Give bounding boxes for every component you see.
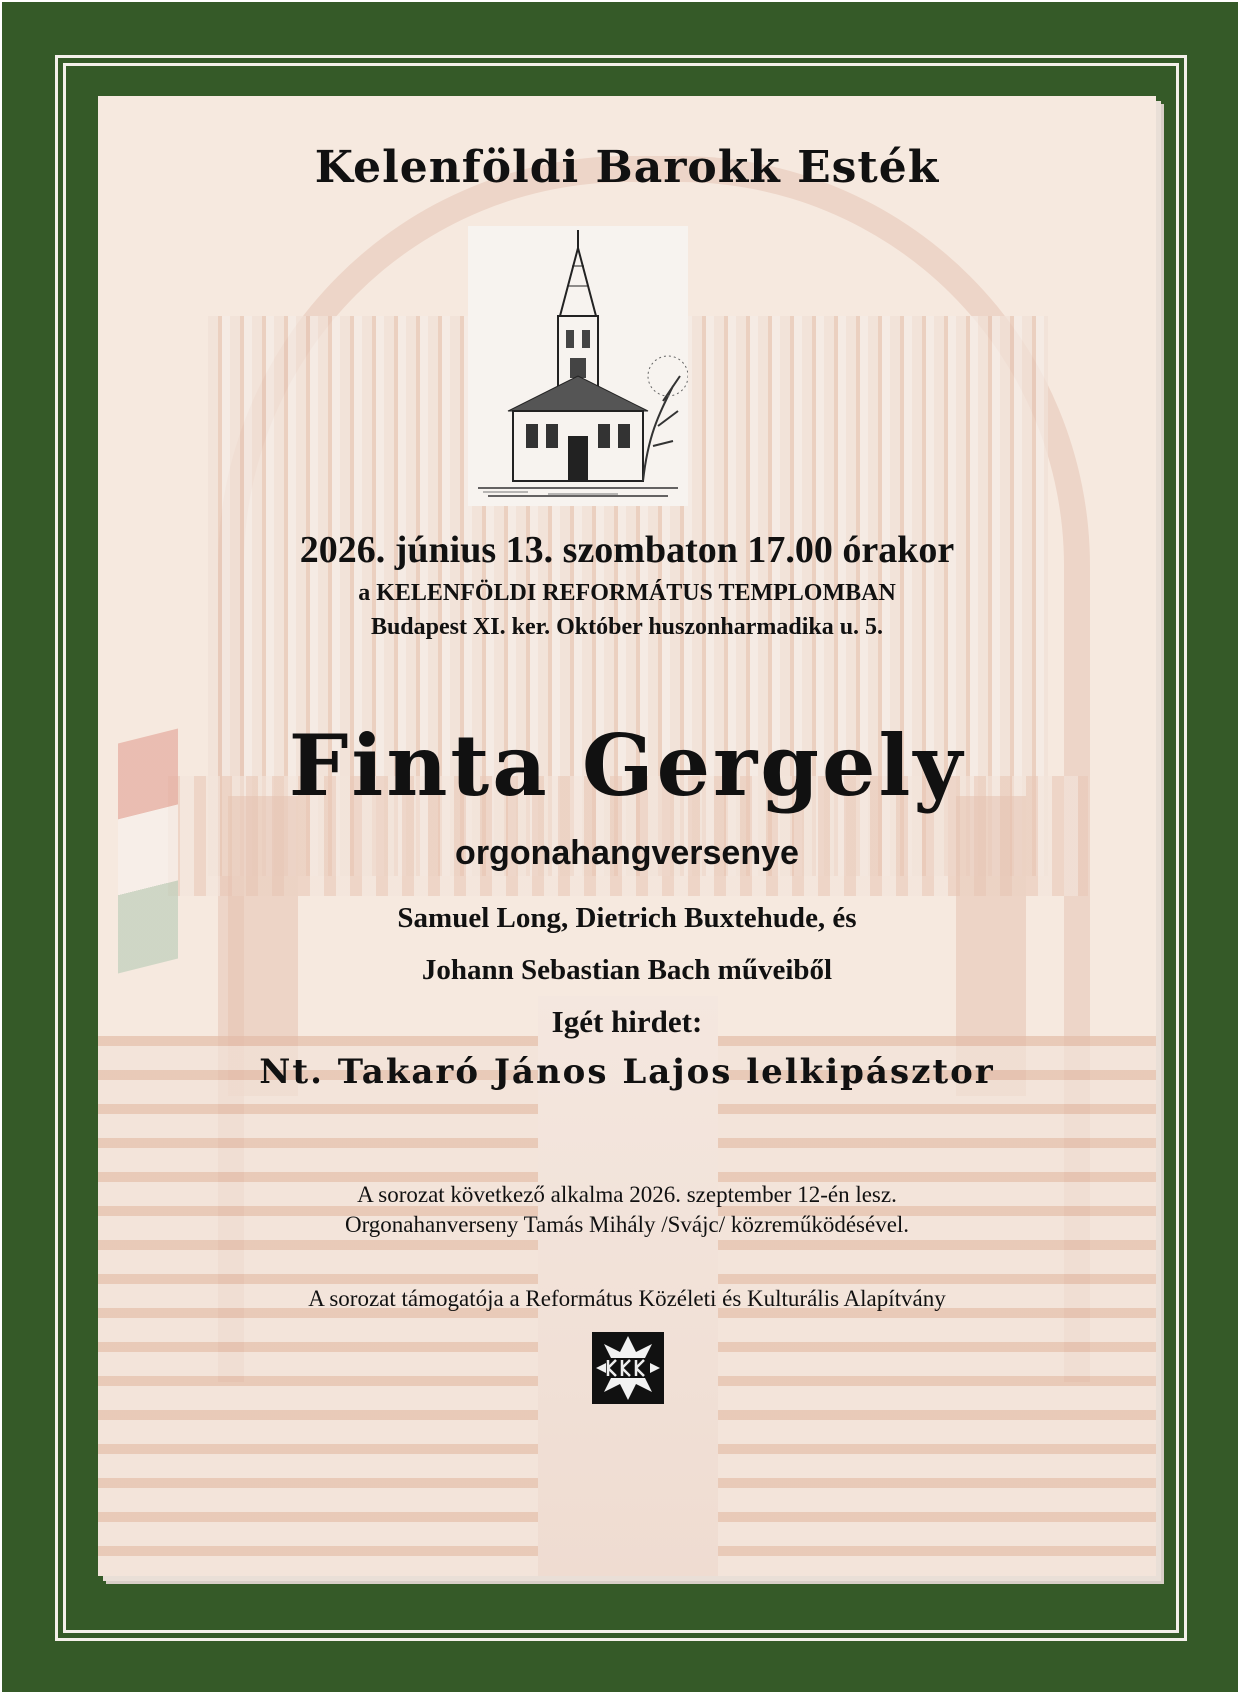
event-venue: a KELENFÖLDI REFORMÁTUS TEMPLOMBAN (358, 580, 896, 606)
event-address: Budapest XI. ker. Október huszonharmadika u. 5. (370, 614, 884, 640)
poster-paper (98, 96, 1156, 1576)
concert-label: orgonahangversenye (455, 834, 799, 872)
preacher-name: Nt. Takaró János Lajos lelkipásztor (259, 1052, 995, 1092)
series-title: Kelenföldi Barokk Esték (314, 142, 940, 193)
next-event-line-2: Orgonahanverseny Tamás Mihály /Svájc/ közreműködésével. (344, 1212, 910, 1237)
sponsor-line: A sorozat támogatója a Református Közéleti és Kulturális Alapítvány (308, 1286, 946, 1311)
performer-name: Finta Gergely (288, 716, 966, 815)
church-sketch-illustration (468, 226, 688, 506)
preacher-label: Igét hirdet: (551, 1004, 703, 1039)
program-line-2: Johann Sebastian Bach műveiből (421, 954, 833, 986)
foundation-logo-icon (592, 1332, 664, 1404)
event-date: 2026. június 13. szombaton 17.00 órakor (299, 529, 955, 571)
program-line-1: Samuel Long, Dietrich Buxtehude, és (397, 902, 857, 934)
poster-content (98, 96, 1156, 1576)
next-event-line-1: A sorozat következő alkalma 2026. szeptember 12-én lesz. (357, 1182, 897, 1207)
